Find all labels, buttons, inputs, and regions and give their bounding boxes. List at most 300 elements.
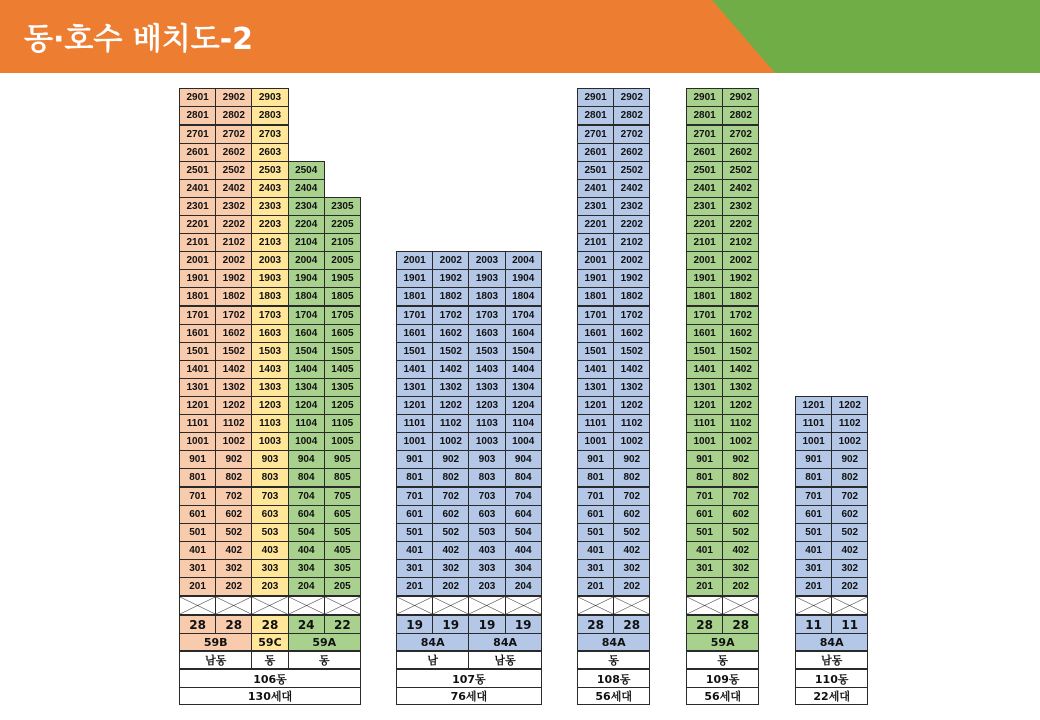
unit-cell: 1302: [215, 378, 252, 397]
unit-cell: 1403: [468, 360, 505, 379]
unit-cell: 1702: [432, 306, 469, 325]
pilotis-cell: [215, 596, 252, 615]
pilotis-cell: [396, 596, 433, 615]
unit-cell: 1303: [251, 378, 288, 397]
unit-cell: 1602: [432, 324, 469, 343]
unit-cell: 1401: [179, 360, 216, 379]
pilotis-cell: [686, 596, 723, 615]
unit-cell: 201: [686, 577, 723, 596]
building-name: 107동: [396, 669, 542, 688]
unit-cell: 1701: [396, 306, 433, 325]
unit-cell: 1002: [432, 432, 469, 451]
unit-cell: 2302: [722, 197, 759, 216]
unit-cell: 2503: [251, 161, 288, 180]
unit-cell: 1604: [288, 324, 325, 343]
unit-cell: 2301: [686, 197, 723, 216]
unit-cell: 2404: [288, 179, 325, 198]
unit-cell: 1904: [288, 269, 325, 288]
unit-cell: 1402: [613, 360, 650, 379]
household-count: 22세대: [795, 687, 868, 705]
unit-type: 59C: [251, 633, 288, 651]
unit-cell: 1202: [613, 396, 650, 415]
unit-cell: 1101: [396, 414, 433, 433]
unit-cell: 1902: [215, 269, 252, 288]
unit-cell: 802: [722, 468, 759, 487]
unit-cell: 1203: [251, 396, 288, 415]
unit-cell: 1302: [432, 378, 469, 397]
unit-cell: 2105: [324, 233, 361, 252]
unit-cell: 301: [686, 559, 723, 578]
unit-cell: 201: [577, 577, 614, 596]
unit-cell: 1804: [288, 287, 325, 306]
unit-cell: 2001: [577, 251, 614, 270]
pilotis-cell: [577, 596, 614, 615]
unit-cell: 302: [831, 559, 868, 578]
unit-cell: 1805: [324, 287, 361, 306]
unit-cell: 2602: [215, 143, 252, 162]
unit-cell: 2004: [288, 251, 325, 270]
unit-cell: 1104: [505, 414, 542, 433]
unit-cell: 2601: [686, 143, 723, 162]
unit-cell: 601: [396, 505, 433, 524]
unit-cell: 701: [179, 487, 216, 506]
unit-count: 28: [613, 615, 650, 634]
unit-cell: 2702: [215, 125, 252, 144]
unit-cell: 2101: [577, 233, 614, 252]
unit-cell: 1802: [613, 287, 650, 306]
unit-cell: 1404: [288, 360, 325, 379]
cross-mark: [796, 597, 831, 614]
unit-cell: 202: [722, 577, 759, 596]
pilotis-cell: [179, 596, 216, 615]
pilotis-cell: [722, 596, 759, 615]
unit-cell: 1002: [722, 432, 759, 451]
unit-cell: 1504: [288, 342, 325, 361]
unit-cell: 504: [288, 523, 325, 542]
unit-cell: 502: [215, 523, 252, 542]
unit-cell: 402: [613, 541, 650, 560]
unit-cell: 1002: [215, 432, 252, 451]
unit-cell: 901: [396, 450, 433, 469]
unit-cell: 401: [795, 541, 832, 560]
pilotis-cell: [324, 596, 361, 615]
unit-cell: 205: [324, 577, 361, 596]
unit-cell: 2703: [251, 125, 288, 144]
unit-cell: 901: [795, 450, 832, 469]
unit-cell: 2001: [179, 251, 216, 270]
unit-cell: 804: [505, 468, 542, 487]
orientation: 남동: [179, 651, 252, 669]
unit-cell: 1003: [251, 432, 288, 451]
unit-cell: 502: [432, 523, 469, 542]
unit-cell: 1104: [288, 414, 325, 433]
unit-cell: 1101: [179, 414, 216, 433]
cross-mark: [687, 597, 722, 614]
cross-mark: [832, 597, 867, 614]
unit-cell: 804: [288, 468, 325, 487]
unit-cell: 301: [577, 559, 614, 578]
unit-cell: 1602: [722, 324, 759, 343]
unit-cell: 401: [686, 541, 723, 560]
unit-cell: 1002: [613, 432, 650, 451]
unit-cell: 2002: [215, 251, 252, 270]
unit-cell: 902: [215, 450, 252, 469]
cross-mark: [252, 597, 287, 614]
pilotis-cell: [613, 596, 650, 615]
unit-cell: 1501: [179, 342, 216, 361]
unit-cell: 201: [795, 577, 832, 596]
unit-cell: 903: [251, 450, 288, 469]
unit-cell: 801: [179, 468, 216, 487]
unit-cell: 903: [468, 450, 505, 469]
building-name: 109동: [686, 669, 759, 688]
unit-cell: 2801: [577, 106, 614, 125]
unit-cell: 602: [215, 505, 252, 524]
unit-cell: 1201: [396, 396, 433, 415]
unit-cell: 403: [251, 541, 288, 560]
unit-cell: 2202: [722, 215, 759, 234]
unit-cell: 803: [468, 468, 505, 487]
unit-cell: 2005: [324, 251, 361, 270]
unit-cell: 1905: [324, 269, 361, 288]
unit-cell: 2303: [251, 197, 288, 216]
unit-cell: 1901: [179, 269, 216, 288]
unit-cell: 1402: [722, 360, 759, 379]
unit-cell: 1102: [215, 414, 252, 433]
unit-cell: 904: [288, 450, 325, 469]
unit-cell: 1502: [432, 342, 469, 361]
unit-cell: 702: [613, 487, 650, 506]
unit-cell: 2102: [722, 233, 759, 252]
unit-cell: 2803: [251, 106, 288, 125]
unit-cell: 1801: [179, 287, 216, 306]
unit-cell: 302: [613, 559, 650, 578]
unit-cell: 2201: [577, 215, 614, 234]
unit-cell: 1102: [432, 414, 469, 433]
unit-type: 84A: [577, 633, 650, 651]
unit-cell: 2802: [215, 106, 252, 125]
unit-cell: 1501: [577, 342, 614, 361]
unit-count: 24: [288, 615, 325, 634]
unit-cell: 1903: [251, 269, 288, 288]
unit-cell: 2801: [179, 106, 216, 125]
cross-mark: [289, 597, 324, 614]
unit-cell: 1703: [251, 306, 288, 325]
unit-cell: 1003: [468, 432, 505, 451]
building-name: 108동: [577, 669, 650, 688]
unit-cell: 1302: [722, 378, 759, 397]
unit-cell: 501: [396, 523, 433, 542]
unit-cell: 2001: [686, 251, 723, 270]
unit-cell: 2205: [324, 215, 361, 234]
unit-cell: 604: [505, 505, 542, 524]
unit-cell: 1304: [505, 378, 542, 397]
unit-cell: 1301: [396, 378, 433, 397]
unit-cell: 2401: [686, 179, 723, 198]
unit-cell: 1402: [215, 360, 252, 379]
unit-cell: 1001: [396, 432, 433, 451]
unit-type: 59A: [686, 633, 759, 651]
unit-cell: 201: [179, 577, 216, 596]
unit-type: 59B: [179, 633, 252, 651]
unit-cell: 1901: [686, 269, 723, 288]
unit-cell: 2201: [179, 215, 216, 234]
unit-cell: 1201: [577, 396, 614, 415]
unit-cell: 2402: [722, 179, 759, 198]
unit-cell: 1601: [686, 324, 723, 343]
unit-cell: 2602: [613, 143, 650, 162]
unit-count: 28: [722, 615, 759, 634]
unit-cell: 2701: [686, 125, 723, 144]
unit-cell: 1603: [251, 324, 288, 343]
unit-cell: 2504: [288, 161, 325, 180]
unit-cell: 1701: [179, 306, 216, 325]
unit-cell: 404: [505, 541, 542, 560]
unit-cell: 405: [324, 541, 361, 560]
unit-cell: 1204: [288, 396, 325, 415]
unit-cell: 802: [831, 468, 868, 487]
unit-cell: 2502: [613, 161, 650, 180]
unit-cell: 1701: [686, 306, 723, 325]
unit-cell: 203: [251, 577, 288, 596]
unit-cell: 2902: [722, 88, 759, 107]
unit-cell: 801: [686, 468, 723, 487]
pilotis-cell: [831, 596, 868, 615]
unit-cell: 602: [432, 505, 469, 524]
unit-cell: 2601: [179, 143, 216, 162]
unit-cell: 2004: [505, 251, 542, 270]
unit-cell: 2402: [613, 179, 650, 198]
unit-cell: 2901: [686, 88, 723, 107]
unit-cell: 1004: [505, 432, 542, 451]
unit-cell: 1201: [179, 396, 216, 415]
unit-cell: 1901: [577, 269, 614, 288]
unit-cell: 1202: [722, 396, 759, 415]
unit-cell: 2202: [613, 215, 650, 234]
unit-cell: 401: [179, 541, 216, 560]
unit-cell: 604: [288, 505, 325, 524]
unit-cell: 1604: [505, 324, 542, 343]
unit-cell: 202: [613, 577, 650, 596]
unit-cell: 2702: [722, 125, 759, 144]
unit-cell: 2901: [179, 88, 216, 107]
unit-cell: 2103: [251, 233, 288, 252]
unit-cell: 801: [396, 468, 433, 487]
unit-cell: 1301: [179, 378, 216, 397]
unit-cell: 1201: [686, 396, 723, 415]
unit-cell: 2102: [613, 233, 650, 252]
unit-cell: 204: [288, 577, 325, 596]
unit-cell: 204: [505, 577, 542, 596]
household-count: 56세대: [577, 687, 650, 705]
unit-cell: 1004: [288, 432, 325, 451]
unit-cell: 502: [613, 523, 650, 542]
unit-cell: 2203: [251, 215, 288, 234]
unit-cell: 702: [432, 487, 469, 506]
unit-cell: 302: [722, 559, 759, 578]
cross-mark: [469, 597, 504, 614]
unit-cell: 2002: [432, 251, 469, 270]
unit-cell: 2101: [686, 233, 723, 252]
unit-cell: 2305: [324, 197, 361, 216]
unit-type: 59A: [288, 633, 361, 651]
unit-cell: 1803: [468, 287, 505, 306]
unit-cell: 2302: [215, 197, 252, 216]
unit-cell: 1401: [686, 360, 723, 379]
unit-cell: 402: [831, 541, 868, 560]
unit-cell: 2202: [215, 215, 252, 234]
unit-cell: 1501: [686, 342, 723, 361]
unit-cell: 2701: [577, 125, 614, 144]
unit-cell: 1702: [215, 306, 252, 325]
unit-cell: 904: [505, 450, 542, 469]
unit-cell: 301: [396, 559, 433, 578]
unit-cell: 1102: [831, 414, 868, 433]
unit-cell: 2401: [179, 179, 216, 198]
unit-cell: 901: [577, 450, 614, 469]
unit-cell: 303: [468, 559, 505, 578]
unit-cell: 2401: [577, 179, 614, 198]
unit-cell: 803: [251, 468, 288, 487]
unit-count: 28: [251, 615, 288, 634]
unit-cell: 2302: [613, 197, 650, 216]
unit-cell: 501: [179, 523, 216, 542]
unit-cell: 601: [686, 505, 723, 524]
unit-cell: 1801: [396, 287, 433, 306]
household-count: 130세대: [179, 687, 361, 705]
unit-cell: 1202: [831, 396, 868, 415]
unit-cell: 2702: [613, 125, 650, 144]
unit-cell: 1703: [468, 306, 505, 325]
unit-cell: 2701: [179, 125, 216, 144]
unit-cell: 503: [251, 523, 288, 542]
cross-mark: [216, 597, 251, 614]
unit-cell: 602: [831, 505, 868, 524]
unit-type: 84A: [468, 633, 541, 651]
unit-cell: 902: [432, 450, 469, 469]
cross-mark: [506, 597, 541, 614]
unit-cell: 1201: [795, 396, 832, 415]
unit-cell: 2602: [722, 143, 759, 162]
unit-cell: 902: [831, 450, 868, 469]
orientation: 동: [251, 651, 288, 669]
unit-cell: 702: [722, 487, 759, 506]
unit-cell: 1502: [722, 342, 759, 361]
unit-cell: 202: [831, 577, 868, 596]
unit-cell: 1301: [686, 378, 723, 397]
unit-cell: 2003: [468, 251, 505, 270]
unit-cell: 1001: [795, 432, 832, 451]
unit-cell: 1504: [505, 342, 542, 361]
unit-cell: 1304: [288, 378, 325, 397]
unit-cell: 2801: [686, 106, 723, 125]
unit-cell: 801: [795, 468, 832, 487]
page-title: 동·호수 배치도-2: [24, 22, 254, 57]
unit-cell: 403: [468, 541, 505, 560]
unit-count: 28: [577, 615, 614, 634]
unit-cell: 704: [505, 487, 542, 506]
unit-cell: 1105: [324, 414, 361, 433]
unit-cell: 1502: [613, 342, 650, 361]
unit-cell: 1601: [577, 324, 614, 343]
unit-cell: 402: [432, 541, 469, 560]
unit-cell: 1205: [324, 396, 361, 415]
unit-count: 28: [686, 615, 723, 634]
unit-cell: 2601: [577, 143, 614, 162]
unit-cell: 2402: [215, 179, 252, 198]
unit-cell: 401: [396, 541, 433, 560]
unit-cell: 1301: [577, 378, 614, 397]
unit-cell: 1501: [396, 342, 433, 361]
unit-cell: 1203: [468, 396, 505, 415]
unit-cell: 705: [324, 487, 361, 506]
unit-cell: 605: [324, 505, 361, 524]
unit-cell: 2901: [577, 88, 614, 107]
pilotis-cell: [288, 596, 325, 615]
unit-cell: 902: [722, 450, 759, 469]
unit-cell: 1701: [577, 306, 614, 325]
unit-cell: 1102: [722, 414, 759, 433]
unit-cell: 2304: [288, 197, 325, 216]
unit-cell: 1902: [613, 269, 650, 288]
unit-cell: 2002: [613, 251, 650, 270]
unit-cell: 701: [396, 487, 433, 506]
unit-cell: 802: [613, 468, 650, 487]
unit-cell: 2501: [577, 161, 614, 180]
unit-cell: 1803: [251, 287, 288, 306]
unit-cell: 1902: [432, 269, 469, 288]
unit-cell: 2802: [722, 106, 759, 125]
unit-cell: 601: [795, 505, 832, 524]
unit-cell: 805: [324, 468, 361, 487]
unit-cell: 501: [686, 523, 723, 542]
unit-count: 28: [179, 615, 216, 634]
unit-cell: 1402: [432, 360, 469, 379]
unit-cell: 1702: [722, 306, 759, 325]
unit-cell: 1802: [215, 287, 252, 306]
orientation: 동: [577, 651, 650, 669]
unit-cell: 701: [795, 487, 832, 506]
unit-cell: 202: [215, 577, 252, 596]
unit-cell: 1801: [686, 287, 723, 306]
unit-cell: 1202: [215, 396, 252, 415]
unit-cell: 501: [795, 523, 832, 542]
unit-cell: 1305: [324, 378, 361, 397]
unit-cell: 601: [577, 505, 614, 524]
unit-cell: 303: [251, 559, 288, 578]
unit-cell: 2101: [179, 233, 216, 252]
cross-mark: [614, 597, 649, 614]
cross-mark: [578, 597, 613, 614]
unit-cell: 1001: [577, 432, 614, 451]
unit-cell: 402: [215, 541, 252, 560]
unit-cell: 1902: [722, 269, 759, 288]
unit-cell: 2902: [215, 88, 252, 107]
unit-cell: 304: [505, 559, 542, 578]
unit-cell: 1505: [324, 342, 361, 361]
cross-mark: [723, 597, 758, 614]
unit-cell: 402: [722, 541, 759, 560]
pilotis-cell: [468, 596, 505, 615]
unit-cell: 1702: [613, 306, 650, 325]
unit-cell: 801: [577, 468, 614, 487]
unit-cell: 701: [577, 487, 614, 506]
unit-cell: 2102: [215, 233, 252, 252]
unit-cell: 1401: [577, 360, 614, 379]
unit-cell: 404: [288, 541, 325, 560]
unit-cell: 2201: [686, 215, 723, 234]
unit-cell: 305: [324, 559, 361, 578]
